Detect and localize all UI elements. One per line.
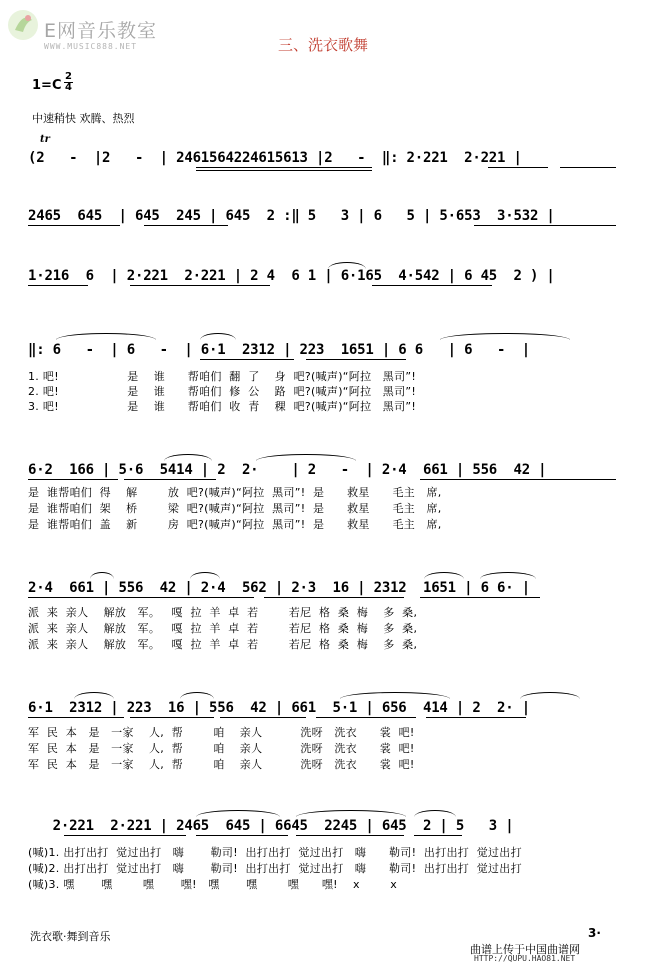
slur-mark [328, 262, 366, 269]
beam-line [28, 596, 254, 598]
page-number: 3· [588, 926, 601, 940]
beam-line [130, 716, 214, 718]
upload-url: HTTP://QUPU.HAO81.NET [474, 954, 576, 963]
slur-mark [90, 572, 114, 579]
song-title: 三、洗衣歌舞 [277, 36, 368, 54]
beam-line [196, 834, 288, 836]
beam-line [220, 716, 306, 718]
site-url: WWW.MUSIC888.NET [44, 42, 138, 51]
beam-line [296, 834, 404, 836]
score-row-6-notes: 2·4 661 | 556 42 | 2·4 562 | 2·3 16 | 2312 1651 | 6 6· | [28, 580, 530, 596]
tie-mark [440, 333, 570, 340]
slur-mark [480, 572, 536, 579]
beam-line [474, 224, 616, 226]
tempo-marking: 中速稍快 欢腾、热烈 [32, 112, 135, 125]
lyric-line: 派 来 亲人 解放 军。 嘎 拉 羊 卓 若 若尼 格 桑 梅 多 桑, [28, 606, 418, 619]
beam-line [426, 716, 526, 718]
lyric-line: 是 谁帮咱们 架 桥 梁 吧?(喊声)“阿拉 黑司”! 是 救星 毛主 席, [28, 502, 442, 515]
time-signature [64, 72, 73, 93]
score-row-4-notes: ‖: 6 - | 6 - | 6·1 2312 | 223 1651 | 6 6 | 6 - | [28, 342, 530, 358]
lyric-line: 派 来 亲人 解放 军。 嘎 拉 羊 卓 若 若尼 格 桑 梅 多 桑, [28, 638, 418, 651]
lyric-line: (喊)1. 出打出打 觉过出打 嗨 勒司! 出打出打 觉过出打 嗨 勒司! 出打出打 觉过出打 [28, 846, 522, 859]
lyric-line: 3. 吧! 是 谁 帮咱们 收 青 稞 吧?(喊声)“阿拉 黑司”! [28, 400, 417, 413]
beam-line [124, 478, 216, 480]
lyric-line: 军 民 本 是 一家 人, 帮 咱 亲人 洗呀 洗衣 裳 吧! [28, 758, 415, 771]
lyric-line: 2. 吧! 是 谁 帮咱们 修 公 路 吧?(喊声)“阿拉 黑司”! [28, 385, 417, 398]
beam-line [28, 478, 118, 480]
key-signature: 1=C [32, 78, 62, 93]
beam-line [130, 284, 270, 286]
beam-line [488, 166, 548, 168]
slur-mark [190, 572, 220, 579]
beam-line [306, 358, 406, 360]
time-signature-top: 2 [65, 71, 72, 82]
score-row-8-notes: 2·221 2·221 | 2465 645 | 6645 2245 | 645 2 | 5 3 | [28, 818, 514, 834]
lyric-line: (喊)3. 嘿 嘿 嘿 嘿! 嘿 嘿 嘿 嘿! x x [28, 878, 398, 891]
trill-mark: tr [40, 134, 50, 145]
slur-mark [74, 692, 114, 699]
tie-mark [340, 692, 450, 699]
slur-mark [520, 692, 580, 699]
site-name: E网音乐教室 [44, 20, 158, 42]
lyric-line: 军 民 本 是 一家 人, 帮 咱 亲人 洗呀 洗衣 裳 吧! [28, 726, 415, 739]
beam-line [196, 169, 372, 171]
score-row-1-notes: (2 - |2 - | 2461564224615613 |2 - ‖: 2·221 2·221 | [28, 150, 522, 166]
score-row-3-notes: 1·216 6 | 2·221 2·221 | 2 4 6 1 | 6·165 4·542 | 6 45 2 ) | [28, 268, 555, 284]
beam-line [196, 166, 372, 168]
beam-line [372, 284, 492, 286]
lyric-line: (喊)2. 出打出打 觉过出打 嗨 勒司! 出打出打 觉过出打 嗨 勒司! 出打出打 觉过出打 [28, 862, 522, 875]
beam-line [200, 358, 294, 360]
beam-line [560, 166, 616, 168]
slur-mark [414, 810, 456, 817]
slur-mark [200, 333, 236, 340]
tie-mark [256, 454, 356, 461]
lyric-line: 派 来 亲人 解放 军。 嘎 拉 羊 卓 若 若尼 格 桑 梅 多 桑, [28, 622, 418, 635]
beam-line [144, 224, 228, 226]
footer-caption: 洗衣歌·舞到音乐 [30, 930, 111, 943]
beam-line [420, 478, 616, 480]
tie-mark [56, 333, 156, 340]
beam-line [316, 716, 416, 718]
slur-mark [164, 454, 212, 461]
time-signature-bottom: 4 [65, 82, 72, 93]
beam-line [264, 596, 404, 598]
lyric-line: 是 谁帮咱们 盖 新 房 吧?(喊声)“阿拉 黑司”! 是 救星 毛主 席, [28, 518, 442, 531]
beam-line [420, 596, 540, 598]
beam-line [28, 716, 124, 718]
beam-line [414, 834, 462, 836]
beam-line [28, 224, 120, 226]
upload-notice: 曲谱上传于中国曲谱网 [470, 943, 580, 956]
slur-mark [296, 810, 406, 817]
beam-line [64, 834, 186, 836]
score-row-7-notes: 6·1 2312 | 223 16 | 556 42 | 661 5·1 | 656 414 | 2 2· | [28, 700, 530, 716]
beam-line [28, 284, 88, 286]
lyric-line: 是 谁帮咱们 得 解 放 吧?(喊声)“阿拉 黑司”! 是 救星 毛主 席, [28, 486, 442, 499]
slur-mark [196, 810, 280, 817]
score-row-2-notes: 2465 645 | 645 245 | 645 2 :‖ 5 3 | 6 5 | 5·653 3·532 | [28, 208, 555, 224]
score-row-5-notes: 6·2 166 | 5·6 5414 | 2 2· | 2 - | 2·4 661 | 556 42 | [28, 462, 547, 478]
lyric-line: 军 民 本 是 一家 人, 帮 咱 亲人 洗呀 洗衣 裳 吧! [28, 742, 415, 755]
slur-mark [180, 692, 214, 699]
lyric-line: 1. 吧! 是 谁 帮咱们 翻 了 身 吧?(喊声)“阿拉 黑司”! [28, 370, 417, 383]
slur-mark [424, 572, 464, 579]
